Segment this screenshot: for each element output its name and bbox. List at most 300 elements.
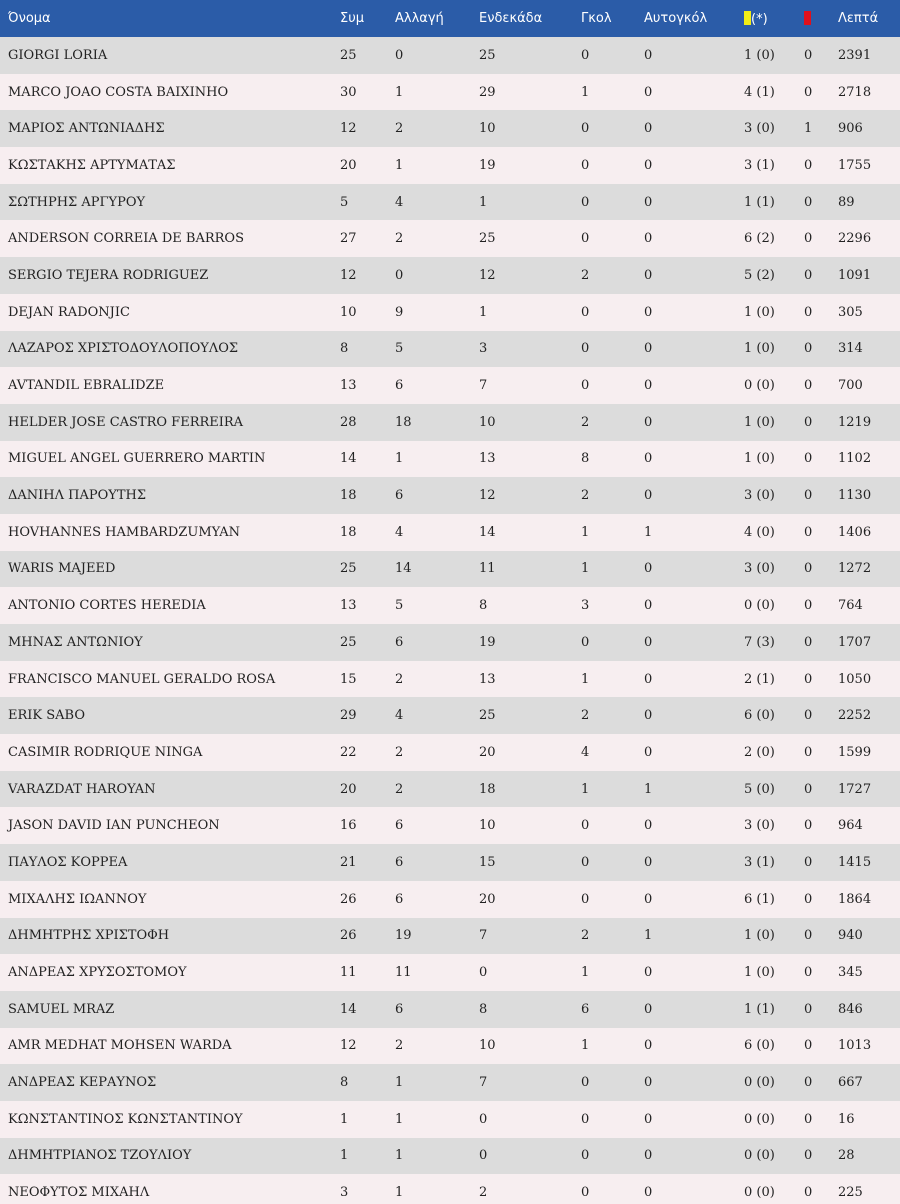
cell-red-cards: 0 [804,708,813,724]
cell-player-name[interactable]: ΜΑΡΙΟΣ ΑΝΤΩΝΙΑΔΗΣ [8,121,165,137]
cell-minutes: 1707 [838,634,872,650]
cell-goals: 2 [581,414,590,430]
cell-minutes: 1755 [838,157,872,173]
cell-starts: 0 [479,1148,488,1164]
cell-red-cards: 0 [804,84,813,100]
cell-yellow-cards: 6 (0) [744,1038,775,1054]
cell-yellow-cards: 1 (0) [744,414,775,430]
column-header-minutes[interactable]: Λεπτά [838,11,879,26]
cell-apps: 10 [340,304,357,320]
cell-yellow-cards: 3 (0) [744,488,775,504]
cell-starts: 10 [479,121,496,137]
cell-minutes: 700 [838,378,863,394]
cell-own-goals: 0 [644,304,653,320]
cell-red-cards: 0 [804,304,813,320]
cell-red-cards: 0 [804,157,813,173]
cell-minutes: 964 [838,818,863,834]
cell-goals: 1 [581,965,590,981]
cell-yellow-cards: 3 (0) [744,818,775,834]
table-row [0,587,900,624]
cell-own-goals: 0 [644,488,653,504]
cell-own-goals: 0 [644,451,653,467]
cell-apps: 8 [340,341,349,357]
cell-subs: 1 [395,157,404,173]
cell-own-goals: 0 [644,1185,653,1201]
cell-own-goals: 0 [644,671,653,687]
table-row [0,331,900,368]
cell-yellow-cards: 5 (0) [744,781,775,797]
cell-goals: 0 [581,1111,590,1127]
cell-subs: 1 [395,1185,404,1201]
cell-starts: 15 [479,854,496,870]
cell-red-cards: 0 [804,524,813,540]
cell-goals: 0 [581,1075,590,1091]
cell-player-name[interactable]: ANDERSON CORREIA DE BARROS [8,231,244,247]
cell-red-cards: 0 [804,47,813,63]
cell-yellow-cards: 3 (1) [744,157,775,173]
table-row [0,184,900,221]
column-header-yellow-cards[interactable] [736,0,796,37]
cell-minutes: 1050 [838,671,872,687]
table-row [0,404,900,441]
cell-starts: 18 [479,781,496,797]
cell-yellow-cards: 1 (0) [744,451,775,467]
cell-minutes: 764 [838,598,863,614]
cell-own-goals: 0 [644,157,653,173]
cell-apps: 8 [340,1075,349,1091]
cell-red-cards: 0 [804,1038,813,1054]
cell-player-name[interactable]: SAMUEL MRAZ [8,1001,115,1017]
cell-yellow-cards: 4 (1) [744,84,775,100]
cell-apps: 1 [340,1111,349,1127]
cell-own-goals: 0 [644,414,653,430]
cell-starts: 10 [479,1038,496,1054]
cell-own-goals: 0 [644,634,653,650]
cell-player-name[interactable]: SERGIO TEJERA RODRIGUEZ [8,267,209,283]
cell-red-cards: 0 [804,194,813,210]
cell-player-name[interactable]: AMR MEDHAT MOHSEN WARDA [8,1038,232,1054]
cell-minutes: 2718 [838,84,872,100]
cell-starts: 12 [479,267,496,283]
column-header-red-cards[interactable] [796,0,830,37]
cell-minutes: 1272 [838,561,872,577]
cell-goals: 1 [581,1038,590,1054]
cell-apps: 25 [340,561,357,577]
cell-starts: 0 [479,965,488,981]
cell-starts: 25 [479,231,496,247]
cell-yellow-cards: 1 (0) [744,965,775,981]
cell-subs: 1 [395,451,404,467]
cell-apps: 22 [340,744,357,760]
cell-yellow-cards: 7 (3) [744,634,775,650]
cell-player-name[interactable]: ANTONIO CORTES HEREDIA [8,598,206,614]
cell-starts: 7 [479,1075,488,1091]
cell-starts: 2 [479,1185,488,1201]
yellow-cards-suffix: (*) [751,11,768,27]
cell-red-cards: 0 [804,267,813,283]
cell-yellow-cards: 0 (0) [744,1148,775,1164]
cell-goals: 0 [581,157,590,173]
cell-goals: 1 [581,84,590,100]
cell-red-cards: 0 [804,341,813,357]
cell-goals: 1 [581,781,590,797]
cell-minutes: 305 [838,304,863,320]
cell-own-goals: 0 [644,194,653,210]
cell-starts: 13 [479,671,496,687]
cell-player-name[interactable]: HELDER JOSE CASTRO FERREIRA [8,414,244,430]
cell-goals: 0 [581,378,590,394]
cell-minutes: 1599 [838,744,872,760]
cell-red-cards: 0 [804,965,813,981]
cell-starts: 8 [479,1001,488,1017]
cell-player-name[interactable]: ΣΩΤΗΡΗΣ ΑΡΓΥΡΟΥ [8,194,146,210]
cell-player-name[interactable]: HOVHANNES HAMBARDZUMYAN [8,524,240,540]
cell-apps: 11 [340,965,357,981]
cell-player-name[interactable]: ΔΗΜΗΤΡΙΑΝΟΣ ΤΖΟΥΛΙΟΥ [8,1148,192,1164]
cell-goals: 6 [581,1001,590,1017]
table-row [0,624,900,661]
cell-own-goals: 0 [644,84,653,100]
cell-yellow-cards: 2 (1) [744,671,775,687]
cell-own-goals: 0 [644,598,653,614]
cell-subs: 1 [395,1148,404,1164]
cell-yellow-cards: 0 (0) [744,1185,775,1201]
cell-apps: 20 [340,781,357,797]
table-row [0,294,900,331]
cell-own-goals: 0 [644,378,653,394]
column-header-starts[interactable]: Ενδεκάδα [479,11,543,26]
cell-yellow-cards: 3 (0) [744,121,775,137]
cell-apps: 28 [340,414,357,430]
cell-player-name[interactable]: ΜΗΝΑΣ ΑΝΤΩΝΙΟΥ [8,634,143,650]
cell-player-name[interactable]: FRANCISCO MANUEL GERALDO ROSA [8,671,276,687]
cell-goals: 0 [581,891,590,907]
table-row [0,918,900,955]
cell-subs: 1 [395,84,404,100]
cell-apps: 13 [340,598,357,614]
cell-subs: 6 [395,378,404,394]
cell-own-goals: 0 [644,1111,653,1127]
cell-apps: 29 [340,708,357,724]
cell-own-goals: 0 [644,818,653,834]
cell-minutes: 89 [838,194,855,210]
cell-own-goals: 1 [644,928,653,944]
column-header-name[interactable]: Όνομα [8,11,51,26]
cell-own-goals: 0 [644,1038,653,1054]
cell-player-name[interactable]: MIGUEL ANGEL GUERRERO MARTIN [8,451,266,467]
cell-subs: 6 [395,634,404,650]
cell-minutes: 1130 [838,488,872,504]
table-row [0,551,900,588]
cell-player-name[interactable]: ERIK SABO [8,708,86,724]
cell-goals: 0 [581,854,590,870]
cell-yellow-cards: 6 (0) [744,708,775,724]
cell-own-goals: 0 [644,121,653,137]
cell-subs: 2 [395,121,404,137]
column-header-subs[interactable]: Αλλαγή [395,11,444,26]
column-header-apps[interactable]: Συμ [340,11,365,26]
column-header-goals[interactable]: Γκολ [581,11,612,26]
table-row [0,74,900,111]
table-row [0,661,900,698]
cell-goals: 2 [581,488,590,504]
table-row [0,1174,900,1204]
cell-player-name[interactable]: ΔΗΜΗΤΡΗΣ ΧΡΙΣΤΟΦΗ [8,928,170,944]
table-row [0,1101,900,1138]
cell-starts: 7 [479,378,488,394]
cell-minutes: 667 [838,1075,863,1091]
cell-yellow-cards: 1 (0) [744,47,775,63]
cell-yellow-cards: 1 (1) [744,1001,775,1017]
cell-red-cards: 0 [804,414,813,430]
cell-goals: 0 [581,341,590,357]
cell-player-name[interactable]: ΠΑΥΛΟΣ ΚΟΡΡΕΑ [8,854,128,870]
cell-own-goals: 0 [644,47,653,63]
cell-subs: 2 [395,671,404,687]
cell-own-goals: 0 [644,1148,653,1164]
cell-subs: 0 [395,47,404,63]
cell-yellow-cards: 6 (1) [744,891,775,907]
cell-apps: 30 [340,84,357,100]
cell-own-goals: 0 [644,1075,653,1091]
cell-subs: 14 [395,561,412,577]
cell-red-cards: 0 [804,781,813,797]
cell-red-cards: 0 [804,378,813,394]
cell-starts: 11 [479,561,496,577]
cell-starts: 1 [479,304,488,320]
cell-apps: 21 [340,854,357,870]
cell-subs: 6 [395,891,404,907]
cell-red-cards: 0 [804,488,813,504]
cell-own-goals: 1 [644,781,653,797]
cell-own-goals: 0 [644,965,653,981]
cell-player-name[interactable]: MARCO JOAO COSTA BAIXINHO [8,84,229,100]
cell-yellow-cards: 1 (0) [744,928,775,944]
cell-player-name[interactable]: WARIS MAJEED [8,561,116,577]
cell-subs: 19 [395,928,412,944]
cell-yellow-cards: 0 (0) [744,598,775,614]
table-row [0,1028,900,1065]
cell-red-cards: 0 [804,231,813,247]
cell-apps: 26 [340,891,357,907]
cell-apps: 16 [340,818,357,834]
cell-apps: 3 [340,1185,349,1201]
cell-red-cards: 0 [804,818,813,834]
cell-player-name[interactable]: GIORGI LORIA [8,47,108,63]
table-body [0,37,900,1204]
cell-yellow-cards: 6 (2) [744,231,775,247]
cell-minutes: 1727 [838,781,872,797]
cell-player-name[interactable]: ΛΑΖΑΡΟΣ ΧΡΙΣΤΟΔΟΥΛΟΠΟΥΛΟΣ [8,341,239,357]
cell-player-name[interactable]: JASON DAVID IAN PUNCHEON [8,818,220,834]
cell-apps: 13 [340,378,357,394]
cell-starts: 7 [479,928,488,944]
table-row [0,257,900,294]
cell-minutes: 1415 [838,854,872,870]
cell-minutes: 16 [838,1111,855,1127]
table-row [0,220,900,257]
cell-goals: 0 [581,47,590,63]
cell-yellow-cards: 0 (0) [744,1075,775,1091]
table-row [0,734,900,771]
cell-subs: 1 [395,1075,404,1091]
cell-subs: 4 [395,194,404,210]
cell-goals: 0 [581,304,590,320]
cell-goals: 0 [581,1185,590,1201]
cell-starts: 19 [479,157,496,173]
cell-apps: 18 [340,524,357,540]
cell-minutes: 225 [838,1185,863,1201]
red-card-icon [804,11,811,25]
cell-goals: 1 [581,561,590,577]
cell-minutes: 2391 [838,47,872,63]
cell-goals: 0 [581,231,590,247]
cell-goals: 4 [581,744,590,760]
cell-minutes: 345 [838,965,863,981]
cell-yellow-cards: 1 (0) [744,341,775,357]
cell-minutes: 1102 [838,451,872,467]
cell-subs: 9 [395,304,404,320]
cell-player-name[interactable]: ΔΑΝΙΗΛ ΠΑΡΟΥΤΗΣ [8,488,147,504]
cell-subs: 0 [395,267,404,283]
cell-player-name[interactable]: ΚΩΣΤΑΚΗΣ ΑΡΤΥΜΑΤΑΣ [8,157,176,173]
cell-starts: 20 [479,744,496,760]
cell-minutes: 1864 [838,891,872,907]
cell-own-goals: 0 [644,854,653,870]
cell-apps: 12 [340,121,357,137]
cell-starts: 19 [479,634,496,650]
cell-red-cards: 0 [804,1111,813,1127]
cell-minutes: 1219 [838,414,872,430]
cell-player-name[interactable]: ΜΙΧΑΛΗΣ ΙΩΑΝΝΟΥ [8,891,147,907]
cell-subs: 6 [395,818,404,834]
cell-goals: 2 [581,267,590,283]
cell-minutes: 846 [838,1001,863,1017]
cell-own-goals: 1 [644,524,653,540]
cell-own-goals: 0 [644,1001,653,1017]
table-row [0,477,900,514]
cell-apps: 27 [340,231,357,247]
cell-starts: 10 [479,818,496,834]
cell-red-cards: 0 [804,744,813,760]
cell-minutes: 1091 [838,267,872,283]
cell-red-cards: 0 [804,928,813,944]
cell-starts: 14 [479,524,496,540]
cell-player-name[interactable]: ΝΕΟΦΥΤΟΣ ΜΙΧΑΗΛ [8,1185,150,1201]
cell-yellow-cards: 1 (1) [744,194,775,210]
table-row [0,991,900,1028]
cell-player-name[interactable]: ΚΩΝΣΤΑΝΤΙΝΟΣ ΚΩΝΣΤΑΝΤΙΝΟΥ [8,1111,243,1127]
cell-player-name[interactable]: VARAZDAT HAROYAN [8,781,156,797]
cell-apps: 5 [340,194,349,210]
cell-player-name[interactable]: ΑΝΔΡΕΑΣ ΧΡΥΣΟΣΤΟΜΟΥ [8,965,187,981]
cell-goals: 1 [581,671,590,687]
table-row [0,954,900,991]
table-header-row [0,0,900,37]
cell-subs: 4 [395,524,404,540]
cell-subs: 6 [395,1001,404,1017]
cell-minutes: 2252 [838,708,872,724]
table-row [0,441,900,478]
table-row [0,1064,900,1101]
cell-starts: 29 [479,84,496,100]
cell-goals: 2 [581,928,590,944]
cell-player-name[interactable]: ΑΝΔΡΕΑΣ ΚΕΡΑΥΝΟΣ [8,1075,157,1091]
cell-subs: 11 [395,965,412,981]
cell-subs: 5 [395,341,404,357]
cell-starts: 0 [479,1111,488,1127]
cell-apps: 26 [340,928,357,944]
cell-subs: 2 [395,744,404,760]
cell-apps: 18 [340,488,357,504]
cell-subs: 4 [395,708,404,724]
cell-subs: 6 [395,854,404,870]
cell-subs: 1 [395,1111,404,1127]
cell-red-cards: 0 [804,1001,813,1017]
cell-goals: 0 [581,634,590,650]
cell-own-goals: 0 [644,561,653,577]
cell-starts: 25 [479,47,496,63]
cell-player-name[interactable]: DEJAN RADONJIC [8,304,130,320]
cell-goals: 0 [581,818,590,834]
cell-subs: 2 [395,781,404,797]
cell-own-goals: 0 [644,341,653,357]
cell-apps: 12 [340,1038,357,1054]
cell-goals: 0 [581,121,590,137]
cell-player-name[interactable]: CASIMIR RODRIQUE NINGA [8,744,203,760]
cell-goals: 3 [581,598,590,614]
cell-goals: 8 [581,451,590,467]
cell-yellow-cards: 2 (0) [744,744,775,760]
cell-yellow-cards: 0 (0) [744,378,775,394]
table-row [0,37,900,74]
cell-apps: 14 [340,451,357,467]
cell-own-goals: 0 [644,231,653,247]
table-row [0,110,900,147]
cell-player-name[interactable]: AVTANDIL EBRALIDZE [8,378,165,394]
cell-yellow-cards: 5 (2) [744,267,775,283]
cell-yellow-cards: 1 (0) [744,304,775,320]
cell-minutes: 2296 [838,231,872,247]
cell-red-cards: 0 [804,451,813,467]
cell-minutes: 1406 [838,524,872,540]
cell-yellow-cards: 3 (0) [744,561,775,577]
cell-minutes: 1013 [838,1038,872,1054]
table-row [0,147,900,184]
cell-starts: 8 [479,598,488,614]
cell-apps: 20 [340,157,357,173]
cell-red-cards: 0 [804,1148,813,1164]
cell-goals: 0 [581,194,590,210]
cell-own-goals: 0 [644,267,653,283]
cell-red-cards: 0 [804,634,813,650]
cell-red-cards: 0 [804,598,813,614]
cell-own-goals: 0 [644,708,653,724]
table-row [0,514,900,551]
column-header-own-goals[interactable]: Αυτογκόλ [644,11,708,26]
cell-starts: 13 [479,451,496,467]
cell-red-cards: 0 [804,671,813,687]
cell-apps: 14 [340,1001,357,1017]
cell-goals: 2 [581,708,590,724]
cell-goals: 0 [581,1148,590,1164]
cell-minutes: 940 [838,928,863,944]
yellow-card-icon [744,11,751,25]
cell-yellow-cards: 3 (1) [744,854,775,870]
table-row [0,881,900,918]
cell-starts: 20 [479,891,496,907]
table-row [0,367,900,404]
